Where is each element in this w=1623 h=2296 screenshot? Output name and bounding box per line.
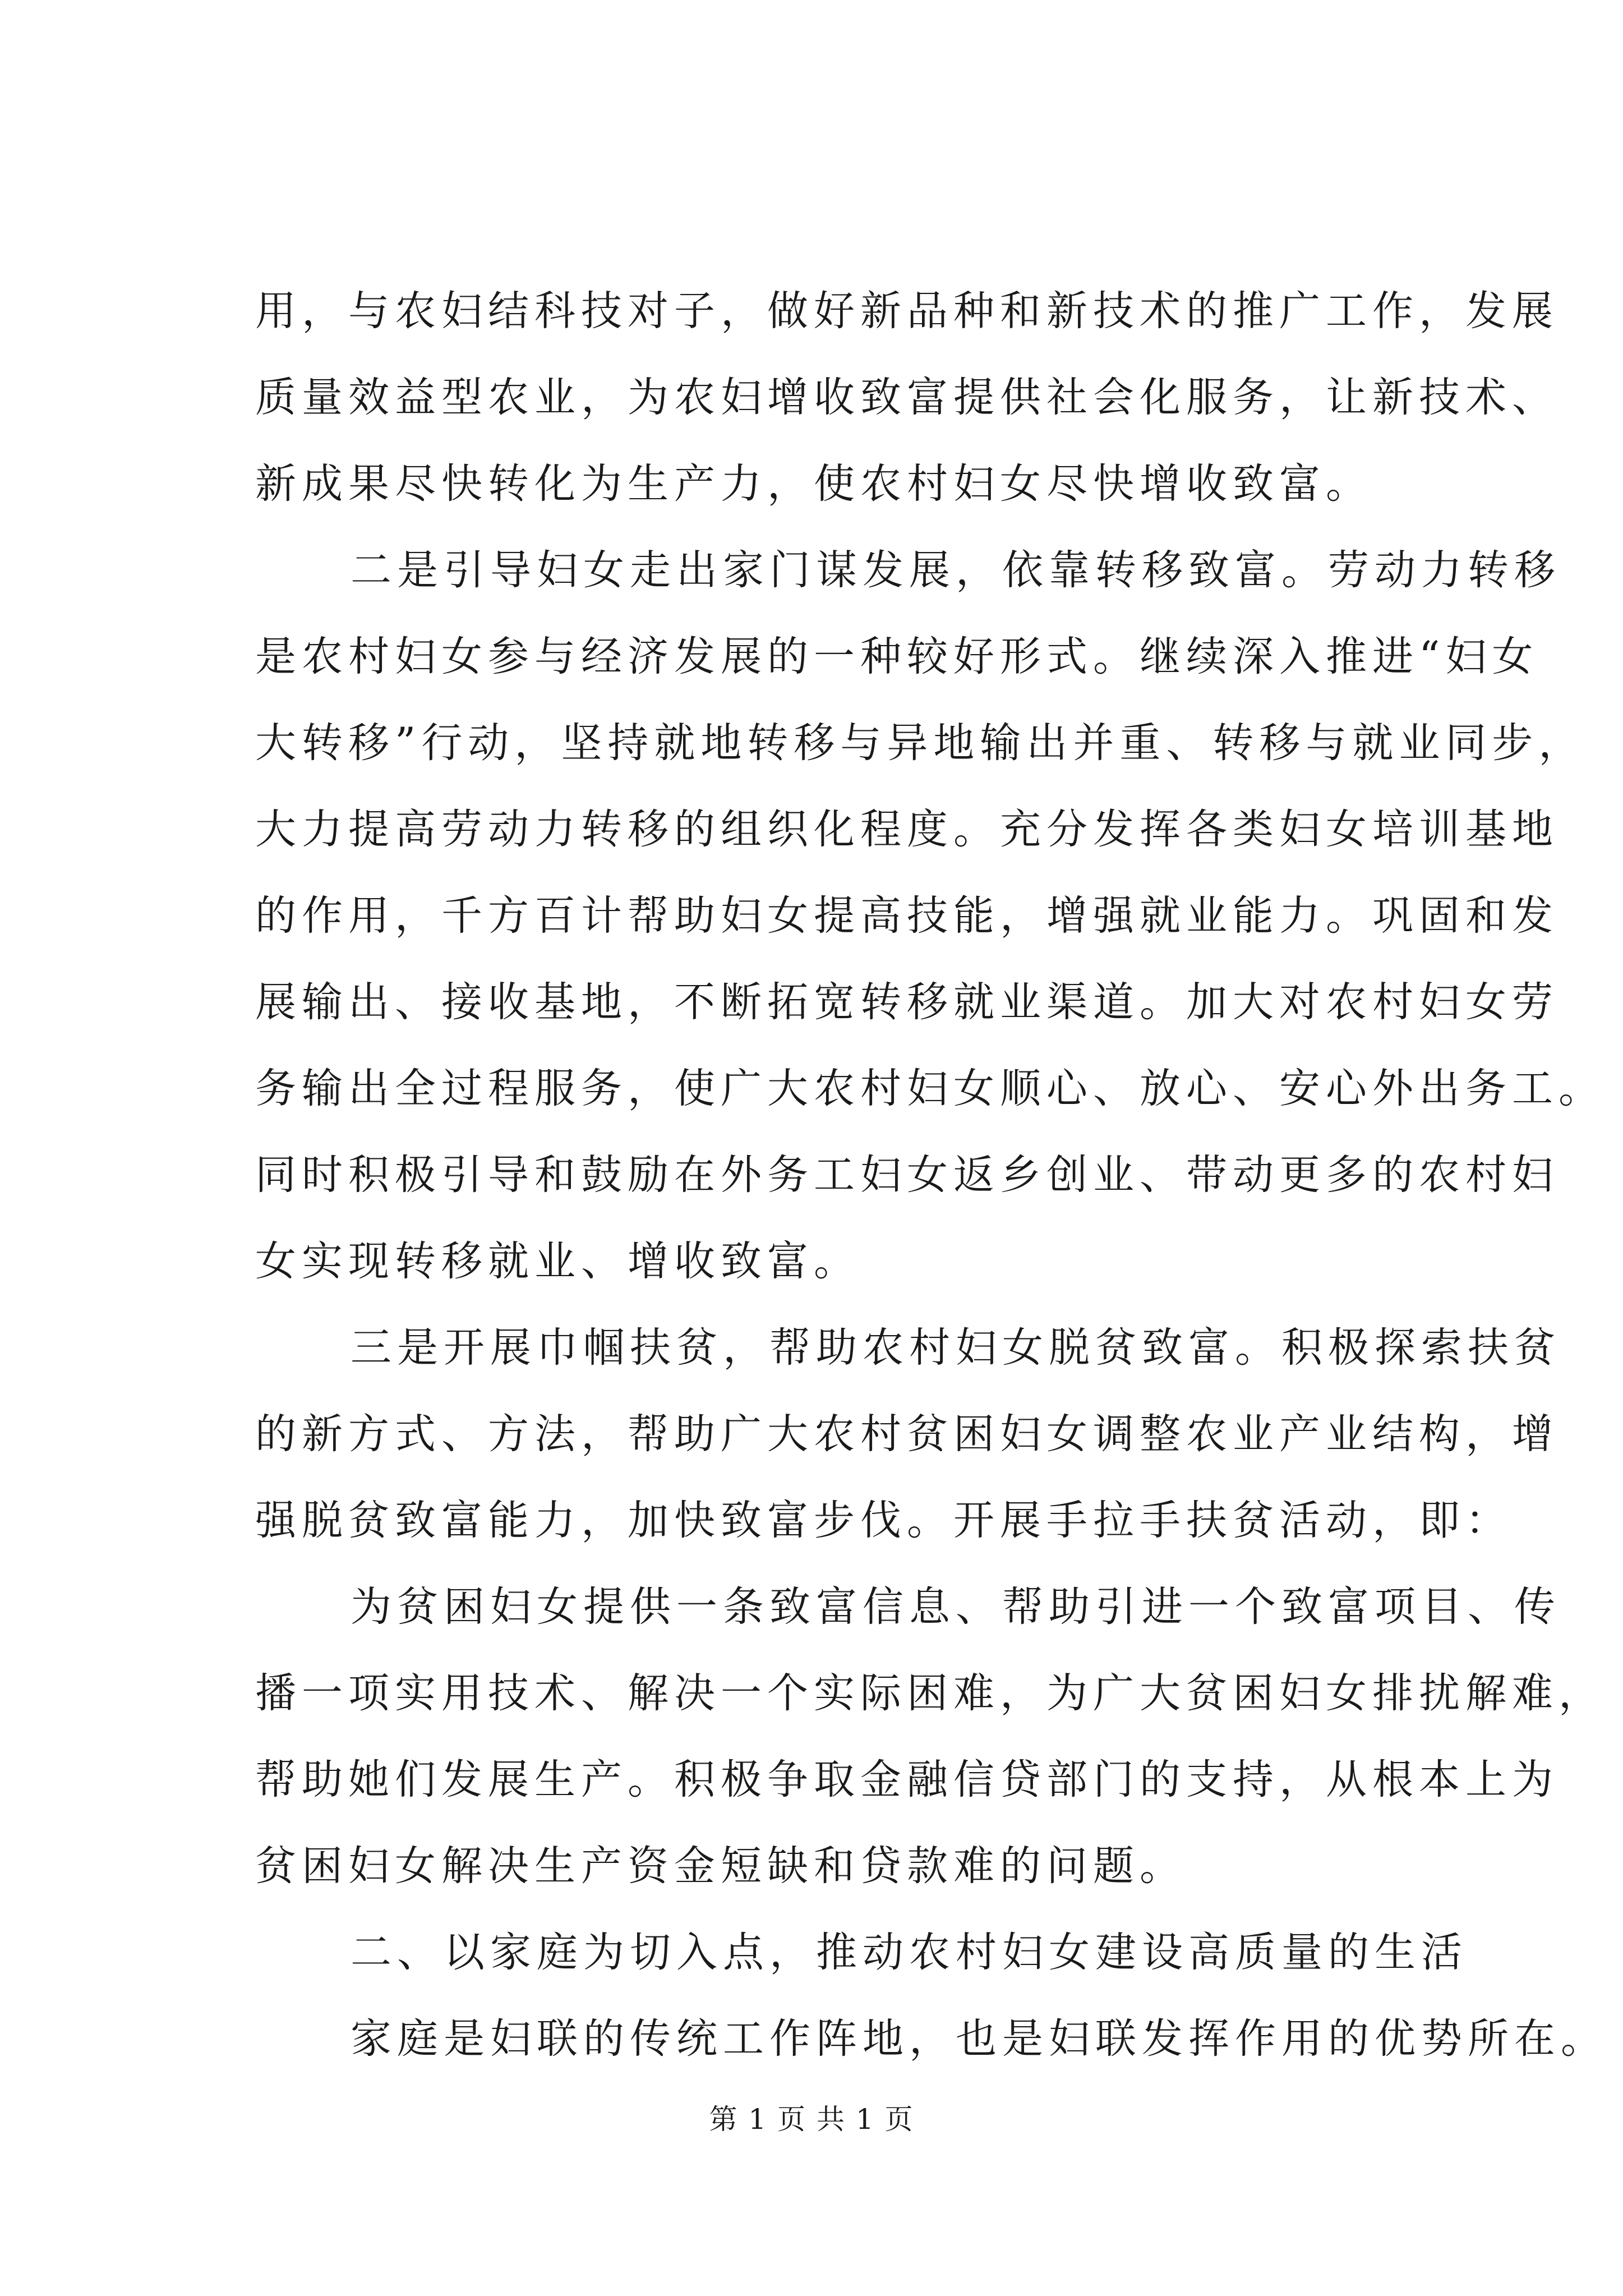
paragraph <box>255 1910 1468 1996</box>
text-line: 帮助她们发展生产。积极争取金融信贷部门的支持，从根本上为 <box>255 1756 1559 1803</box>
text-line: 同时积极引导和鼓励在外务工妇女返乡创业、带动更多的农村妇 <box>255 1151 1559 1199</box>
page-footer: 第 1 页 共 1 页 <box>709 2103 914 2136</box>
text-line: 播一项实用技术、解决一个实际困难，为广大贫困妇女排扰解难， <box>255 1669 1605 1717</box>
text-line: 用，与农妇结科技对子，做好新品种和新技术的推广工作，发展 <box>255 287 1559 335</box>
text-line: 展输出、接收基地，不断拓宽转移就业渠道。加大对农村妇女劳 <box>255 978 1559 1026</box>
text-line: 家庭是妇联的传统工作阵地，也是妇联发挥作用的优势所在。 <box>351 2015 1607 2063</box>
text-line: 的新方式、方法，帮助广大农村贫困妇女调整农业产业结构，增 <box>255 1410 1559 1458</box>
document-body <box>255 268 1607 2082</box>
text-line: 的作用，千方百计帮助妇女提高技能，增强就业能力。巩固和发 <box>255 892 1559 940</box>
text-line: 强脱贫致富能力，加快致富步伐。开展手拉手扶贫活动，即： <box>255 1497 1512 1544</box>
paragraph <box>255 1305 1561 1564</box>
paragraph <box>255 527 1605 1305</box>
paragraph <box>255 1564 1605 1910</box>
text-line: 为贫困妇女提供一条致富信息、帮助引进一个致富项目、传 <box>351 1583 1561 1631</box>
paragraph <box>255 1996 1607 2082</box>
text-line: 贫困妇女解决生产资金短缺和贷款难的问题。 <box>255 1842 1186 1890</box>
text-line: 质量效益型农业，为农妇增收致富提供社会化服务，让新技术、 <box>255 374 1559 421</box>
paragraph <box>255 268 1559 527</box>
text-line: 三是开展巾帼扶贫，帮助农村妇女脱贫致富。积极探索扶贫 <box>351 1324 1561 1372</box>
text-line: 是农村妇女参与经济发展的一种较好形式。继续深入推进“妇女 <box>255 633 1539 680</box>
text-line: 大转移”行动，坚持就地转移与异地输出并重、转移与就业同步， <box>255 719 1585 767</box>
text-line: 女实现转移就业、增收致富。 <box>255 1237 860 1285</box>
text-line: 新成果尽快转化为生产力，使农村妇女尽快增收致富。 <box>255 460 1372 508</box>
text-line: 务输出全过程服务，使广大农村妇女顺心、放心、安心外出务工。 <box>255 1065 1605 1112</box>
text-line: 二是引导妇女走出家门谋发展，依靠转移致富。劳动力转移 <box>351 546 1561 594</box>
text-line: 大力提高劳动力转移的组织化程度。充分发挥各类妇女培训基地 <box>255 806 1559 853</box>
text-line: 二、以家庭为切入点，推动农村妇女建设高质量的生活 <box>351 1929 1468 1976</box>
